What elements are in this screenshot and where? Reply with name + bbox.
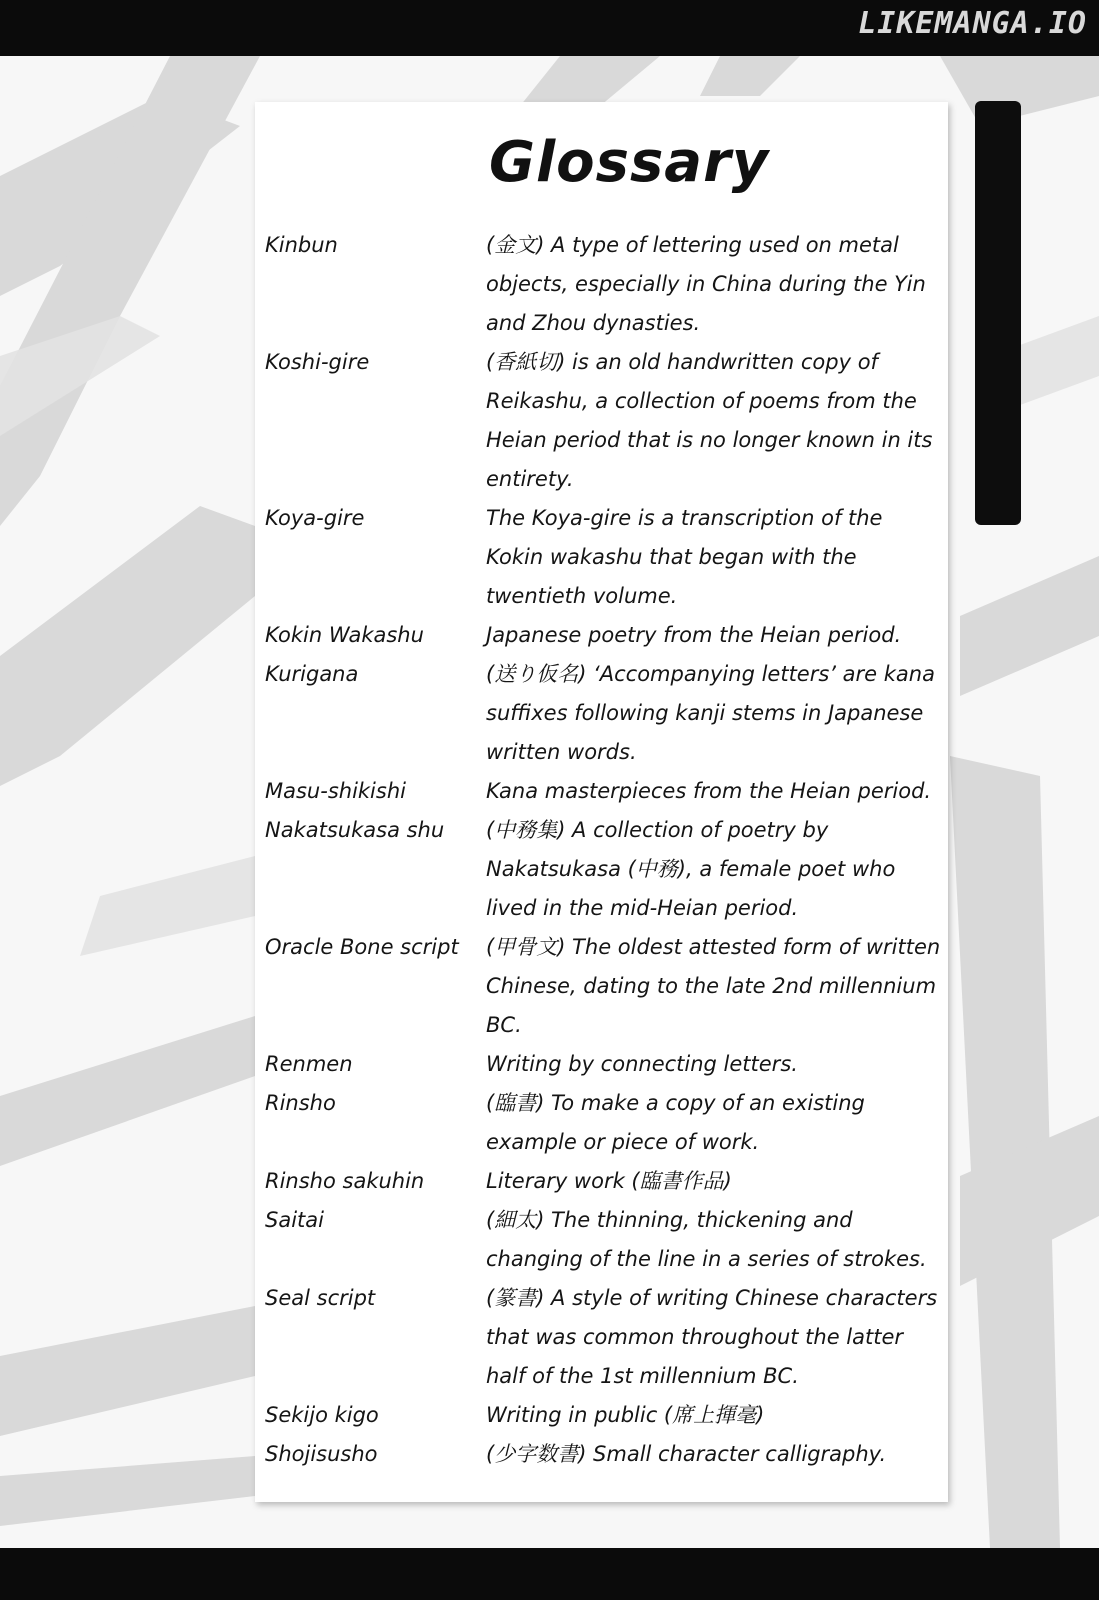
top-bar	[0, 0, 1099, 56]
glossary-list	[265, 226, 945, 1474]
side-tab-marker	[975, 101, 1021, 525]
glossary-definition: (金文) A type of lettering used on metal objects, especially in China during the Yin and Zhou dynasties.	[486, 233, 926, 335]
glossary-term: Kokin Wakashu	[265, 623, 424, 647]
glossary-term: Nakatsukasa shu	[265, 818, 445, 842]
glossary-definition: (送り仮名) ‘Accompanying letters’ are kana suffixes following kanji stems in Japanese written words.	[486, 662, 935, 764]
glossary-entry	[265, 1084, 945, 1162]
glossary-entry	[265, 655, 945, 772]
site-watermark: LIKEMANGA.IO	[858, 6, 1087, 41]
glossary-term: Kinbun	[265, 233, 338, 257]
glossary-term: Sekijo kigo	[265, 1403, 379, 1427]
glossary-definition: The Koya-gire is a transcription of the Kokin wakashu that began with the twentieth volume.	[486, 506, 883, 608]
glossary-term: Rinsho	[265, 1091, 336, 1115]
glossary-definition: (中務集) A collection of poetry by Nakatsukasa (中務), a female poet who lived in the mid-Heian period.	[486, 818, 896, 920]
glossary-term: Renmen	[265, 1052, 353, 1076]
glossary-entry	[265, 226, 945, 343]
glossary-definition: Writing in public (席上揮毫)	[486, 1403, 765, 1427]
glossary-definition: Kana masterpieces from the Heian period.	[486, 779, 932, 803]
glossary-definition: (香紙切) is an old handwritten copy of Reikashu, a collection of poems from the Heian period that is no longer known in its entirety.	[486, 350, 933, 491]
glossary-definition: (篆書) A style of writing Chinese characters that was common throughout the latter half of the 1st millennium BC.	[486, 1286, 938, 1388]
glossary-term: Koshi-gire	[265, 350, 370, 374]
glossary-entry	[265, 499, 945, 616]
glossary-entry	[265, 1435, 945, 1474]
glossary-definition: (甲骨文) The oldest attested form of written Chinese, dating to the late 2nd millennium BC.	[486, 935, 941, 1037]
glossary-entry	[265, 1279, 945, 1396]
glossary-term: Kurigana	[265, 662, 359, 686]
glossary-term: Shojisusho	[265, 1442, 378, 1466]
glossary-term: Rinsho sakuhin	[265, 1169, 425, 1193]
glossary-entry	[265, 343, 945, 499]
glossary-entry	[265, 928, 945, 1045]
glossary-panel	[255, 102, 948, 1502]
glossary-entry	[265, 1045, 945, 1084]
glossary-term: Seal script	[265, 1286, 376, 1310]
glossary-entry	[265, 1396, 945, 1435]
glossary-definition: Literary work (臨書作品)	[486, 1169, 732, 1193]
glossary-entry	[265, 772, 945, 811]
glossary-entry	[265, 811, 945, 928]
glossary-definition: Writing by connecting letters.	[486, 1052, 798, 1076]
glossary-entry	[265, 1201, 945, 1279]
glossary-term: Saitai	[265, 1208, 324, 1232]
glossary-definition: (細太) The thinning, thickening and changing of the line in a series of strokes.	[486, 1208, 927, 1271]
glossary-term: Masu-shikishi	[265, 779, 406, 803]
bottom-bar	[0, 1548, 1099, 1600]
glossary-term: Oracle Bone script	[265, 935, 459, 959]
glossary-entry	[265, 616, 945, 655]
glossary-entry	[265, 1162, 945, 1201]
glossary-title: Glossary	[489, 130, 770, 195]
glossary-definition: Japanese poetry from the Heian period.	[486, 623, 902, 647]
glossary-definition: (少字数書) Small character calligraphy.	[486, 1442, 887, 1466]
glossary-definition: (臨書) To make a copy of an existing example or piece of work.	[486, 1091, 865, 1154]
glossary-term: Koya-gire	[265, 506, 365, 530]
